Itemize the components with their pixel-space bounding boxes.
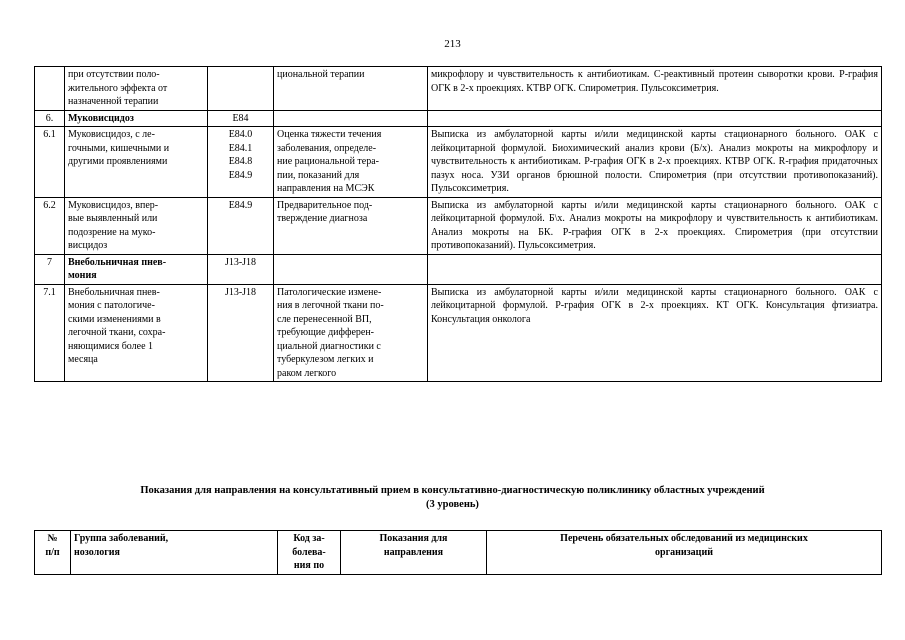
row-indication [274, 254, 428, 284]
table-row [35, 284, 882, 382]
header-disease-code: Код за- болева- ния по [278, 531, 341, 575]
referral-table-header-row [35, 531, 882, 575]
row-exams: Выписка из амбулаторной карты и/или медицинской карты стационарного больного. ОАК с лейкоцитарной формулой. Р-графия ОГК в 2-х проекциях. КТ ОГК. Консультация фтизиатра. Консультация онколога [428, 284, 882, 382]
diagnostics-table [34, 66, 882, 382]
table-row [35, 110, 882, 127]
row-exams [428, 110, 882, 127]
row-exams: Выписка из амбулаторной карты и/или медицинской карты стационарного больного. ОАК с лейкоцитарной формулой. Биохимический анализ крови (Б/х). Анализ мокроты на микрофлору и чувствительность к антибиотикам. Р-графия ОГК в 2-х проекциях. КТВР ОГК. R-графия придаточных пазух носа. УЗИ органов брюшной полости. Спирометрия (при отсутствии противопоказаний). Пульсоксиметрия. [428, 127, 882, 198]
section-heading [0, 484, 905, 512]
icd-code: Е84.9 [228, 199, 253, 211]
diagnostics-table-body [35, 67, 882, 382]
icd-code: Е84.9 [228, 169, 253, 181]
icd-code: J13-J18 [224, 286, 257, 298]
header-exams: Перечень обязательных обследований из медицинских организаций [487, 531, 882, 575]
section-heading-line1: Показания для направления на консультативный прием в консультативно-диагностическую поликлинику областных учреждений [140, 485, 765, 496]
row-disease-name: Муковисцидоз, впер- вые выявленный или подозрение на муко- висцидоз [65, 197, 208, 254]
icd-code: Е84.8 [228, 156, 253, 167]
icd-code: J13-J18 [224, 256, 257, 268]
row-disease-codes [208, 284, 274, 382]
row-disease-name: Внебольничная пнев- мония с патологиче- скими изменениями в легочной ткани, сохра- няющимися более 1 месяца [65, 284, 208, 382]
row-disease-name: Муковисцидоз [65, 110, 208, 127]
row-disease-codes [208, 110, 274, 127]
row-indication: циональной терапии [274, 67, 428, 111]
table-row [35, 67, 882, 111]
table-row [35, 254, 882, 284]
referral-table [34, 530, 882, 575]
row-disease-name: Муковисцидоз, с ле- гочными, кишечными и другими проявлениями [65, 127, 208, 198]
table-row [35, 197, 882, 254]
section-heading-line2: (3 уровень) [426, 499, 479, 510]
row-exams [428, 254, 882, 284]
header-disease-group: Группа заболеваний, нозология [71, 531, 278, 575]
row-indication: Оценка тяжести течения заболевания, определе- ние рациональной тера- пии, показаний для направления на МСЭК [274, 127, 428, 198]
icd-code: Е84.1 [228, 142, 253, 154]
row-indication: Предварительное под- тверждение диагноза [274, 197, 428, 254]
row-number: 6. [35, 110, 65, 127]
row-number [35, 67, 65, 111]
row-number: 7 [35, 254, 65, 284]
row-indication: Патологические измене- ния в легочной ткани по- сле перенесенной ВП, требующие дифферен- циальной диагностики с туберкулезом легких и раком легкого [274, 284, 428, 382]
icd-code: Е84.0 [228, 129, 253, 140]
row-indication [274, 110, 428, 127]
page-number: 213 [444, 38, 461, 50]
row-disease-name: Внебольничная пнев- мония [65, 254, 208, 284]
row-disease-codes [208, 254, 274, 284]
row-disease-codes [208, 127, 274, 198]
table-row [35, 127, 882, 198]
row-number: 7.1 [35, 284, 65, 382]
row-number: 6.2 [35, 197, 65, 254]
icd-code: Е84 [232, 112, 249, 124]
row-exams: микрофлору и чувствительность к антибиотикам. С-реактивный протеин сыворотки крови. Р-графия ОГК в 2-х проекциях. КТВР ОГК. Спирометрия. Пульсоксиметрия. [428, 67, 882, 111]
row-disease-name: при отсутствии поло- жительного эффекта от назначенной терапии [65, 67, 208, 111]
row-disease-codes [208, 197, 274, 254]
row-disease-codes [208, 67, 274, 111]
row-number: 6.1 [35, 127, 65, 198]
row-exams: Выписка из амбулаторной карты и/или медицинской карты стационарного больного. ОАК с лейкоцитарной формулой. Б\х. Анализ мокроты на микрофлору и чувствительность к антибиотикам. Анализ мокроты на БК. Р-графия ОГК в 2-х проекциях. Спирометрия (при отсутствии противопоказаний). Пульсоксиметрия. [428, 197, 882, 254]
header-indication: Показания для направления [341, 531, 487, 575]
header-number: № п/п [35, 531, 71, 575]
